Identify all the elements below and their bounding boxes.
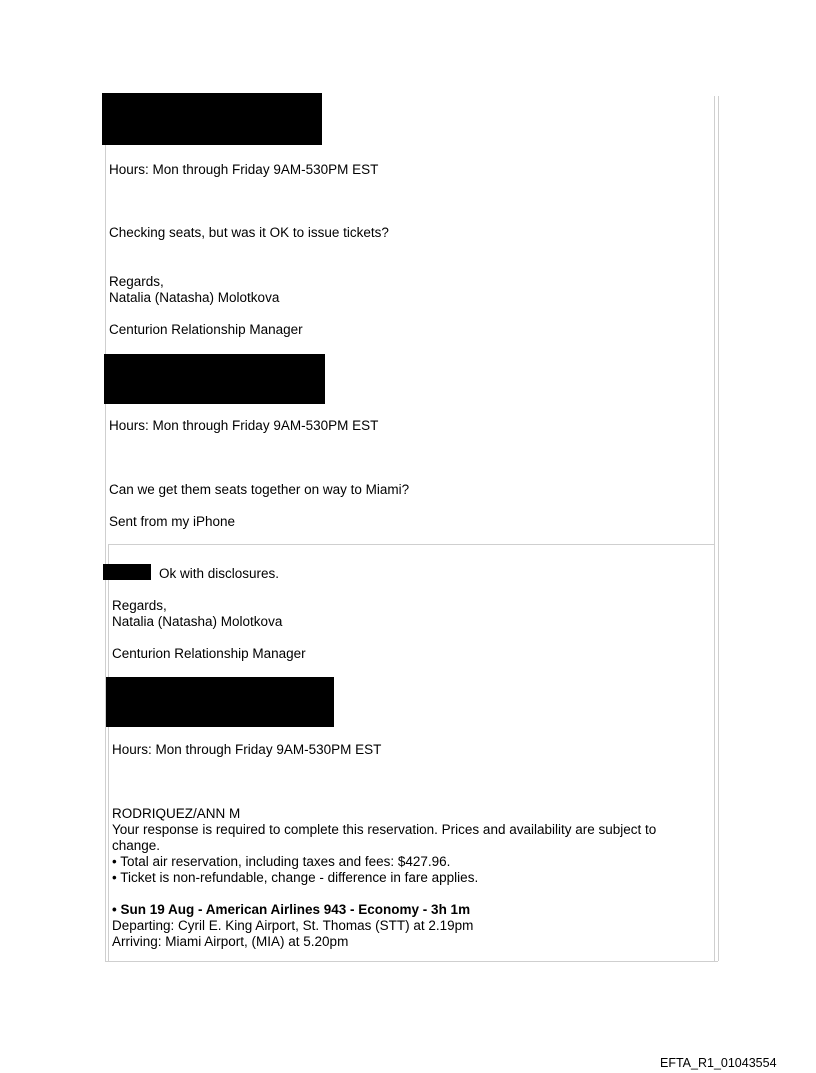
reservation-notice-line1: Your response is required to complete this reservation. Prices and availability are subject to bbox=[112, 822, 657, 837]
quote-box-top-rule bbox=[108, 544, 714, 545]
frame-left-rule bbox=[105, 96, 106, 961]
signature-title: Centurion Relationship Manager bbox=[109, 322, 303, 337]
redaction-box bbox=[106, 677, 334, 727]
redaction-box bbox=[102, 93, 322, 145]
passenger-name: RODRIQUEZ/ANN M bbox=[112, 806, 241, 821]
flight-arriving: Arriving: Miami Airport, (MIA) at 5.20pm bbox=[112, 934, 349, 949]
signature-name: Natalia (Natasha) Molotkova bbox=[109, 290, 280, 305]
frame-bottom-rule bbox=[105, 961, 718, 962]
support-hours: Hours: Mon through Friday 9AM-530PM EST bbox=[109, 418, 379, 433]
support-hours: Hours: Mon through Friday 9AM-530PM EST bbox=[109, 162, 379, 177]
flight-departing: Departing: Cyril E. King Airport, St. Thomas (STT) at 2.19pm bbox=[112, 918, 474, 933]
sent-from-line: Sent from my iPhone bbox=[109, 514, 236, 529]
frame-right-rule bbox=[714, 96, 715, 961]
message-text: Can we get them seats together on way to Miami? bbox=[109, 482, 410, 497]
signature-regards: Regards, bbox=[112, 598, 167, 613]
signature-title: Centurion Relationship Manager bbox=[112, 646, 306, 661]
message-text: Checking seats, but was it OK to issue tickets? bbox=[109, 225, 389, 240]
quote-box-left-rule bbox=[108, 544, 109, 961]
redaction-box bbox=[104, 354, 325, 404]
reservation-notice-line2: change. bbox=[112, 838, 161, 853]
signature-name: Natalia (Natasha) Molotkova bbox=[112, 614, 283, 629]
message-text: Ok with disclosures. bbox=[159, 566, 280, 581]
support-hours: Hours: Mon through Friday 9AM-530PM EST bbox=[112, 742, 382, 757]
redaction-box bbox=[103, 564, 151, 580]
ticket-policy-bullet: • Ticket is non-refundable, change - difference in fare applies. bbox=[112, 870, 479, 885]
flight-heading: • Sun 19 Aug - American Airlines 943 - Economy - 3h 1m bbox=[112, 902, 471, 917]
frame-right-rule-outer bbox=[718, 96, 719, 961]
signature-regards: Regards, bbox=[109, 274, 164, 289]
fare-total-bullet: • Total air reservation, including taxes and fees: $427.96. bbox=[112, 854, 451, 869]
document-id: EFTA_R1_01043554 bbox=[660, 1056, 777, 1070]
